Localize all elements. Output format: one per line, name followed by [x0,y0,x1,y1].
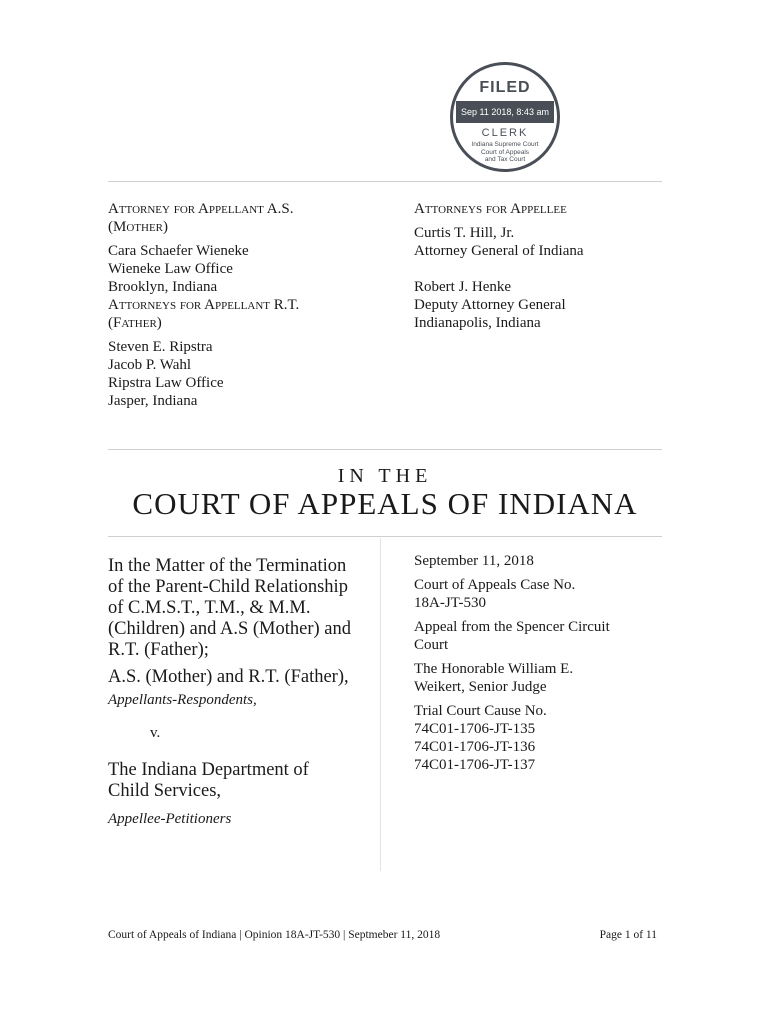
caption-line: (Children) and A.S (Mother) and [108,619,352,639]
caption-line: In the Matter of the Termination [108,556,347,576]
attorney-heading-cont: (Mother) [108,219,168,235]
court-name: COURT OF APPEALS OF INDIANA [132,486,638,521]
stamp-court-line: and Tax Court [484,156,526,163]
header-divider [108,181,662,182]
case-number-label: Court of Appeals Case No. [414,577,576,593]
attorney-line: Jasper, Indiana [108,393,198,409]
case-number [414,576,664,612]
caption-line: R.T. (Father); [108,640,209,660]
attorney-line: Cara Schaefer Wieneke [108,243,249,259]
stamp-court-line: Indiana Supreme Court [471,141,539,148]
attorney-line: Ripstra Law Office [108,375,224,391]
caption-line: of C.M.S.T., T.M., & M.M. [108,598,311,618]
stamp-datetime: Sep 11 2018, 8:43 am [456,101,554,123]
section-divider [108,449,662,450]
cause-label: Trial Court Cause No. [414,703,547,719]
caption-appellee-role: Appellee-Petitioners [108,811,232,827]
case-caption [108,556,370,830]
caption-versus: v. [150,725,161,741]
attorney-group [414,278,664,332]
judge-line: Weikert, Senior Judge [414,679,547,695]
trial-judge [414,660,664,696]
trial-cause-numbers [414,702,664,774]
case-number-value: 18A-JT-530 [414,595,486,611]
attorney-line: Wieneke Law Office [108,261,233,277]
attorney-heading-cont: (Father) [108,315,162,331]
caption-line: The Indiana Department of [108,760,309,780]
filed-stamp [450,62,560,172]
cause-number: 74C01-1706-JT-135 [414,721,536,737]
caption-line: of the Parent-Child Relationship [108,577,348,597]
attorney-heading: Attorneys for Appellee [414,201,567,217]
attorney-line: Brooklyn, Indiana [108,279,218,295]
footer-page-number: Page 1 of 11 [599,929,657,941]
appellant-attorneys [108,200,378,410]
attorney-group [108,242,378,296]
attorney-line: Steven E. Ripstra [108,339,213,355]
footer-citation: Court of Appeals of Indiana | Opinion 18A-JT-530 | Septmeber 11, 2018 [108,929,441,941]
cause-number: 74C01-1706-JT-136 [414,739,536,755]
attorney-group [414,224,664,260]
attorney-line: Deputy Attorney General [414,297,566,313]
judge-line: The Honorable William E. [414,661,574,677]
caption-appellants: A.S. (Mother) and R.T. (Father), [108,667,349,687]
attorney-line: Attorney General of Indiana [414,243,584,259]
cause-number: 74C01-1706-JT-137 [414,757,536,773]
case-info [414,552,664,774]
attorney-line: Jacob P. Wahl [108,357,192,373]
appeal-from-line: Court [414,637,449,653]
appeal-from [414,618,664,654]
caption-column-divider [380,538,381,871]
caption-line: Child Services, [108,781,222,801]
appeal-from-line: Appeal from the Spencer Circuit [414,619,610,635]
attorney-line: Indianapolis, Indiana [414,315,541,331]
appellee-attorneys [414,200,664,332]
attorney-heading: Attorney for Appellant A.S. [108,201,294,217]
attorney-heading: Attorneys for Appellant R.T. [108,297,300,313]
attorney-line: Curtis T. Hill, Jr. [414,225,515,241]
caption-appellants-role: Appellants-Respondents, [108,692,257,708]
stamp-clerk-label: CLERK [481,127,529,139]
stamp-filed-label: FILED [479,79,531,96]
decision-date: September 11, 2018 [414,553,534,569]
court-in-the: IN THE [337,465,433,487]
attorney-line: Robert J. Henke [414,279,512,295]
stamp-courts [453,141,557,164]
stamp-court-line: Court of Appeals [480,148,530,156]
attorney-group [108,338,378,410]
title-divider [108,536,662,537]
